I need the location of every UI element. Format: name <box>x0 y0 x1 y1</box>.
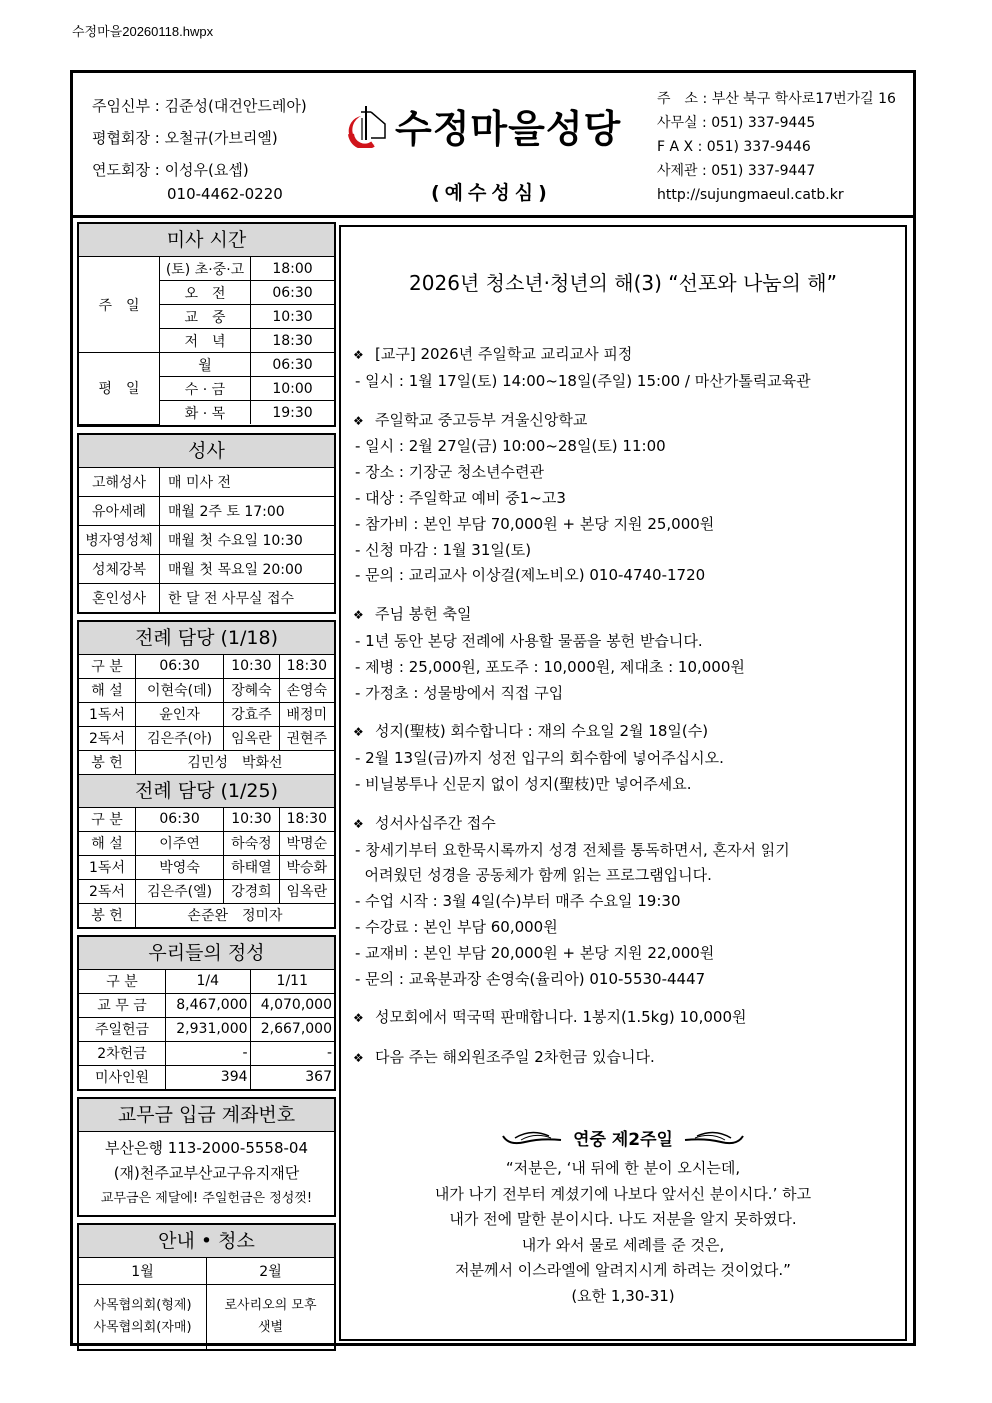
staff-value: 김준성(대건안드레아) <box>164 97 307 115</box>
table-header-row <box>79 1258 334 1285</box>
sacrament-name: 성체강복 <box>79 554 160 583</box>
column-header: 18:30 <box>279 808 334 832</box>
mass-name: (토) 초·중·고 <box>160 257 251 281</box>
liturgy-table-0125 <box>79 808 334 927</box>
assignee: 이현숙(데) <box>136 678 224 702</box>
gospel-citation: (요한 1,30-31) <box>571 1286 675 1305</box>
diamond-bullet-icon: ❖ <box>353 348 364 362</box>
mass-times-table <box>79 257 334 425</box>
mass-time: 18:00 <box>251 257 335 281</box>
duty-group: 로사리오의 모후 <box>224 1297 317 1313</box>
announcement-item <box>353 602 893 706</box>
offering-assignees: 김민성 박화선 <box>136 750 335 774</box>
table-row <box>79 726 334 750</box>
role-label: 해 설 <box>79 831 136 855</box>
assignee: 하숙정 <box>224 831 280 855</box>
announcement-detail: - 2월 13일(금)까지 성전 입구의 회수함에 넣어주십시오. <box>355 749 724 768</box>
staff-value: 오철규(가브리엘) <box>164 129 278 147</box>
mass-name: 수 · 금 <box>160 377 251 401</box>
amount: 2,667,000 <box>250 1017 334 1041</box>
column-header: 1월 <box>79 1258 207 1285</box>
amount: 367 <box>250 1065 334 1089</box>
assignee: 박명순 <box>279 831 334 855</box>
table-row <box>79 353 334 377</box>
mass-name: 저 녁 <box>160 329 251 353</box>
announcement-heading: [교구] 2026년 주일학교 교리교사 피정 <box>375 345 633 363</box>
staff-label: 연도회장 <box>92 161 150 179</box>
left-column <box>77 222 336 1351</box>
announcements-title: 2026년 청소년·청년의 해(3) “선포와 나눔의 해” <box>409 271 837 295</box>
table-row <box>79 879 334 903</box>
assignee: 박영숙 <box>136 855 224 879</box>
gospel-line: 내가 와서 물로 세례를 준 것은, <box>521 1235 725 1254</box>
mass-time: 10:30 <box>251 305 335 329</box>
gospel-section <box>341 1125 905 1309</box>
role-label: 2독서 <box>79 726 136 750</box>
mass-time: 06:30 <box>251 281 335 305</box>
table-row <box>79 831 334 855</box>
liturgy-title-0125: 전례 담당 (1/25) <box>79 774 334 808</box>
offerings-title: 우리들의 정성 <box>79 937 334 970</box>
bank-account: 부산은행 113-2000-5558-04 <box>104 1138 309 1157</box>
diamond-bullet-icon: ❖ <box>353 413 364 428</box>
table-header-row <box>79 655 334 679</box>
liturgy-box <box>77 620 336 929</box>
amount: - <box>166 1041 251 1065</box>
assignee: 강경희 <box>224 879 280 903</box>
announcement-list <box>353 342 893 1085</box>
announcement-heading: 성지(聖枝) 회수합니다 : 재의 수요일 2월 18일(수) <box>375 722 709 741</box>
announcement-heading: 성모회에서 떡국떡 판매합니다. 1봉지(1.5kg) 10,000원 <box>375 1008 747 1027</box>
table-row <box>79 1017 334 1041</box>
column-header: 구 분 <box>79 970 166 994</box>
february-duty <box>207 1284 335 1349</box>
announcement-detail: - 수강료 : 본인 부담 60,000원 <box>355 917 558 936</box>
website-link[interactable]: http://sujungmaeul.catb.kr <box>657 187 844 203</box>
ornament-right-icon <box>683 1128 745 1148</box>
assignee: 권현주 <box>279 726 334 750</box>
contact-info <box>657 87 896 207</box>
guide-table <box>79 1258 334 1349</box>
column-header: 10:30 <box>224 655 280 679</box>
table-header-row <box>79 970 334 994</box>
announcement-detail: - 창세기부터 요한묵시록까지 성경 전체를 통독하면서, 혼자서 읽기 <box>355 840 790 859</box>
contact-label: 사제관 <box>657 163 698 179</box>
assignee: 윤인자 <box>136 702 224 726</box>
announcement-detail: - 장소 : 기장군 청소년수련관 <box>355 463 544 482</box>
account-info <box>79 1132 334 1215</box>
liturgy-table-0118 <box>79 655 334 774</box>
sacraments-box <box>77 433 336 614</box>
announcement-item <box>353 408 893 590</box>
assignee: 하태열 <box>224 855 280 879</box>
sacrament-name: 유아세례 <box>79 496 160 525</box>
column-header: 06:30 <box>136 655 224 679</box>
guide-box <box>77 1223 336 1351</box>
table-row <box>79 903 334 927</box>
announcement-detail: - 일시 : 1월 17일(토) 14:00~18일(주일) 15:00 / 마산가톨릭교육관 <box>355 371 811 390</box>
role-label: 해 설 <box>79 678 136 702</box>
staff-label: 평협회장 <box>92 129 150 147</box>
duty-group: 사목협의회(자매) <box>93 1319 192 1335</box>
announcement-detail: - 대상 : 주일학교 예비 중1~고3 <box>355 488 566 507</box>
announcement-detail: - 제병 : 25,000원, 포도주 : 10,000원, 제대초 : 10,000원 <box>355 657 745 676</box>
contact-rectory: 사제관 : 051) 337-9447 <box>657 163 816 179</box>
gospel-text <box>341 1156 905 1309</box>
mass-name: 화 · 목 <box>160 401 251 425</box>
gospel-title: 연중 제2주일 <box>573 1130 673 1150</box>
sacrament-name: 혼인성사 <box>79 583 160 612</box>
assignee: 손영숙 <box>279 678 334 702</box>
mass-times-box <box>77 222 336 427</box>
announcement-detail: - 비닐봉투나 신문지 없이 성지(聖枝)만 넣어주세요. <box>355 774 692 793</box>
contact-office: 사무실 : 051) 337-9445 <box>657 115 816 131</box>
amount: 394 <box>166 1065 251 1089</box>
table-row <box>79 1041 334 1065</box>
sacrament-value: 매월 2주 토 17:00 <box>160 496 335 525</box>
amount: 2,931,000 <box>166 1017 251 1041</box>
ornament-left-icon <box>501 1128 563 1148</box>
assignee: 이주연 <box>136 831 224 855</box>
announcement-heading: 주님 봉헌 축일 <box>375 605 472 624</box>
contact-address: 주 소 : 부산 북구 학사로17번가길 16 <box>657 91 896 107</box>
announcement-item <box>353 1045 893 1072</box>
offerings-table <box>79 970 334 1089</box>
column-header: 2월 <box>207 1258 335 1285</box>
table-header-row <box>79 808 334 832</box>
mass-name: 월 <box>160 353 251 377</box>
offerings-box <box>77 935 336 1091</box>
announcement-heading: 다음 주는 해외원조주일 2차헌금 있습니다. <box>375 1048 655 1067</box>
weekday-label: 평 일 <box>79 353 160 425</box>
column-header: 1/11 <box>250 970 334 994</box>
gospel-line: 저분께서 이스라엘에 알려지시게 하려는 것이었다.” <box>455 1261 791 1279</box>
sacrament-value: 매월 첫 목요일 20:00 <box>160 554 335 583</box>
announcement-detail: 어려웠던 성경을 공동체가 함께 읽는 프로그램입니다. <box>355 866 712 885</box>
gospel-heading <box>341 1125 905 1150</box>
file-name: 수정마을20260118.hwpx <box>72 24 214 39</box>
table-row <box>79 468 334 497</box>
offering-assignees: 손준완 정미자 <box>136 903 335 927</box>
table-row <box>79 1065 334 1089</box>
diamond-bullet-icon: ❖ <box>353 725 364 740</box>
staff-council-president: 평협회장 : 오철규(가브리엘) <box>92 129 278 147</box>
staff-prayer-president: 연도회장 : 이성우(요셉) <box>92 161 249 179</box>
staff-pastor: 주임신부 : 김준성(대건안드레아) <box>92 97 307 115</box>
amount: - <box>250 1041 334 1065</box>
parish-subtitle: (예수성심) <box>431 182 552 204</box>
contact-value: 051) 337-9446 <box>706 139 811 155</box>
account-title: 교무금 입금 계좌번호 <box>79 1099 334 1132</box>
announcement-item <box>353 811 893 993</box>
duty-group: 사목협의회(형제) <box>93 1297 192 1313</box>
assignee: 강효주 <box>224 702 280 726</box>
diamond-bullet-icon: ❖ <box>353 1011 364 1026</box>
sunday-label: 주 일 <box>79 257 160 353</box>
assignee: 장혜숙 <box>224 678 280 702</box>
announcement-detail: - 가정초 : 성물방에서 직접 구입 <box>355 683 564 702</box>
bulletin-header <box>73 73 913 218</box>
sacrament-value: 한 달 전 사무실 접수 <box>160 583 335 612</box>
role-label: 2독서 <box>79 879 136 903</box>
column-header: 10:30 <box>224 808 280 832</box>
column-header: 06:30 <box>136 808 224 832</box>
assignee: 김은주(엘) <box>136 879 224 903</box>
announcement-heading: 주일학교 중고등부 겨울신앙학교 <box>375 410 588 429</box>
role-label: 1독서 <box>79 702 136 726</box>
sacrament-value: 매월 첫 수요일 10:30 <box>160 525 335 554</box>
assignee: 임옥란 <box>279 879 334 903</box>
bulletin-page <box>70 70 916 1346</box>
table-row <box>79 583 334 612</box>
table-row <box>79 855 334 879</box>
announcement-item <box>353 342 893 395</box>
role-label: 봉 헌 <box>79 750 136 774</box>
contact-label: F A X <box>657 139 694 155</box>
mass-time: 06:30 <box>251 353 335 377</box>
offering-type: 주일헌금 <box>79 1017 166 1041</box>
staff-label: 주임신부 <box>92 97 150 115</box>
table-row <box>79 678 334 702</box>
contact-value: 051) 337-9447 <box>711 163 816 179</box>
offering-type: 2차헌금 <box>79 1041 166 1065</box>
mass-time: 18:30 <box>251 329 335 353</box>
announcement-detail: - 수업 시작 : 3월 4일(수)부터 매주 수요일 19:30 <box>355 892 681 911</box>
role-label: 봉 헌 <box>79 903 136 927</box>
diamond-bullet-icon: ❖ <box>353 1051 364 1066</box>
liturgy-title-0118: 전례 담당 (1/18) <box>79 622 334 655</box>
guide-title: 안내 • 청소 <box>79 1225 334 1258</box>
column-header: 1/4 <box>166 970 251 994</box>
table-row <box>79 993 334 1017</box>
role-label: 1독서 <box>79 855 136 879</box>
announcement-item <box>353 719 893 797</box>
table-row <box>79 496 334 525</box>
announcement-detail: - 교재비 : 본인 부담 20,000원 + 본당 지원 22,000원 <box>355 943 715 962</box>
column-header: 18:30 <box>279 655 334 679</box>
gospel-line: 내가 전에 말한 분이시다. 나도 저분을 알지 못하였다. <box>449 1210 797 1228</box>
diamond-bullet-icon: ❖ <box>353 608 364 623</box>
sacraments-title: 성사 <box>79 435 334 468</box>
sacrament-value: 매 미사 전 <box>160 468 335 497</box>
table-row <box>79 554 334 583</box>
sacrament-name: 병자영성체 <box>79 525 160 554</box>
offering-type: 미사인원 <box>79 1065 166 1089</box>
offering-type: 교 무 금 <box>79 993 166 1017</box>
announcement-detail: - 1년 동안 본당 전례에 사용할 물품을 봉헌 받습니다. <box>355 631 703 650</box>
column-header: 구 분 <box>79 655 136 679</box>
staff-info <box>92 90 307 210</box>
contact-value: 051) 337-9445 <box>711 115 816 131</box>
announcement-detail: - 참가비 : 본인 부담 70,000원 + 본당 지원 25,000원 <box>355 514 715 533</box>
announcement-detail: - 일시 : 2월 27일(금) 10:00~28일(토) 11:00 <box>355 437 666 456</box>
contact-label: 주 소 <box>657 91 699 107</box>
announcement-detail: - 문의 : 교육분과장 손영숙(율리아) 010-5530-4447 <box>355 969 706 988</box>
church-logo-icon <box>347 104 389 148</box>
contact-fax: F A X : 051) 337-9446 <box>657 139 811 155</box>
assignee: 배정미 <box>279 702 334 726</box>
sacrament-name: 고해성사 <box>79 468 160 497</box>
mass-name: 오 전 <box>160 281 251 305</box>
assignee: 임옥란 <box>224 726 280 750</box>
gospel-line: “저분은, ‘내 뒤에 한 분이 오시는데, <box>505 1159 741 1177</box>
table-row <box>79 257 334 281</box>
amount: 8,467,000 <box>166 993 251 1017</box>
mass-times-title: 미사 시간 <box>79 224 334 257</box>
table-row <box>79 1284 334 1349</box>
mass-time: 19:30 <box>251 401 335 425</box>
account-note: 교무금은 제달에! 주일헌금은 정성껏! <box>100 1190 313 1206</box>
amount: 4,070,000 <box>250 993 334 1017</box>
table-row <box>79 525 334 554</box>
staff-phone: 010-4462-0220 <box>167 185 283 203</box>
mass-time: 10:00 <box>251 377 335 401</box>
announcement-detail: - 문의 : 교리교사 이상걸(제노비오) 010-4740-1720 <box>355 566 706 585</box>
announcements-panel <box>339 225 907 1341</box>
column-header: 구 분 <box>79 808 136 832</box>
contact-value: 부산 북구 학사로17번가길 16 <box>711 91 896 107</box>
staff-value: 이성우(요셉) <box>164 161 249 179</box>
account-holder: (재)천주교부산교구유지재단 <box>113 1163 300 1182</box>
account-box <box>77 1097 336 1217</box>
parish-name: 수정마을성당 <box>395 107 622 151</box>
diamond-bullet-icon: ❖ <box>353 816 364 831</box>
parish-logo <box>347 98 621 153</box>
assignee: 박승화 <box>279 855 334 879</box>
announcement-item <box>353 1005 893 1032</box>
gospel-line: 내가 나기 전부터 계셨기에 나보다 앞서신 분이시다.’ 하고 <box>434 1184 812 1203</box>
sacraments-table <box>79 468 334 612</box>
contact-label: 사무실 <box>657 115 698 131</box>
announcement-detail: - 신청 마감 : 1월 31일(토) <box>355 540 532 559</box>
assignee: 김은주(아) <box>136 726 224 750</box>
table-row <box>79 750 334 774</box>
table-row <box>79 702 334 726</box>
duty-group: 샛별 <box>257 1319 284 1335</box>
announcement-heading: 성서사십주간 접수 <box>375 813 496 832</box>
january-duty <box>79 1284 207 1349</box>
mass-name: 교 중 <box>160 305 251 329</box>
